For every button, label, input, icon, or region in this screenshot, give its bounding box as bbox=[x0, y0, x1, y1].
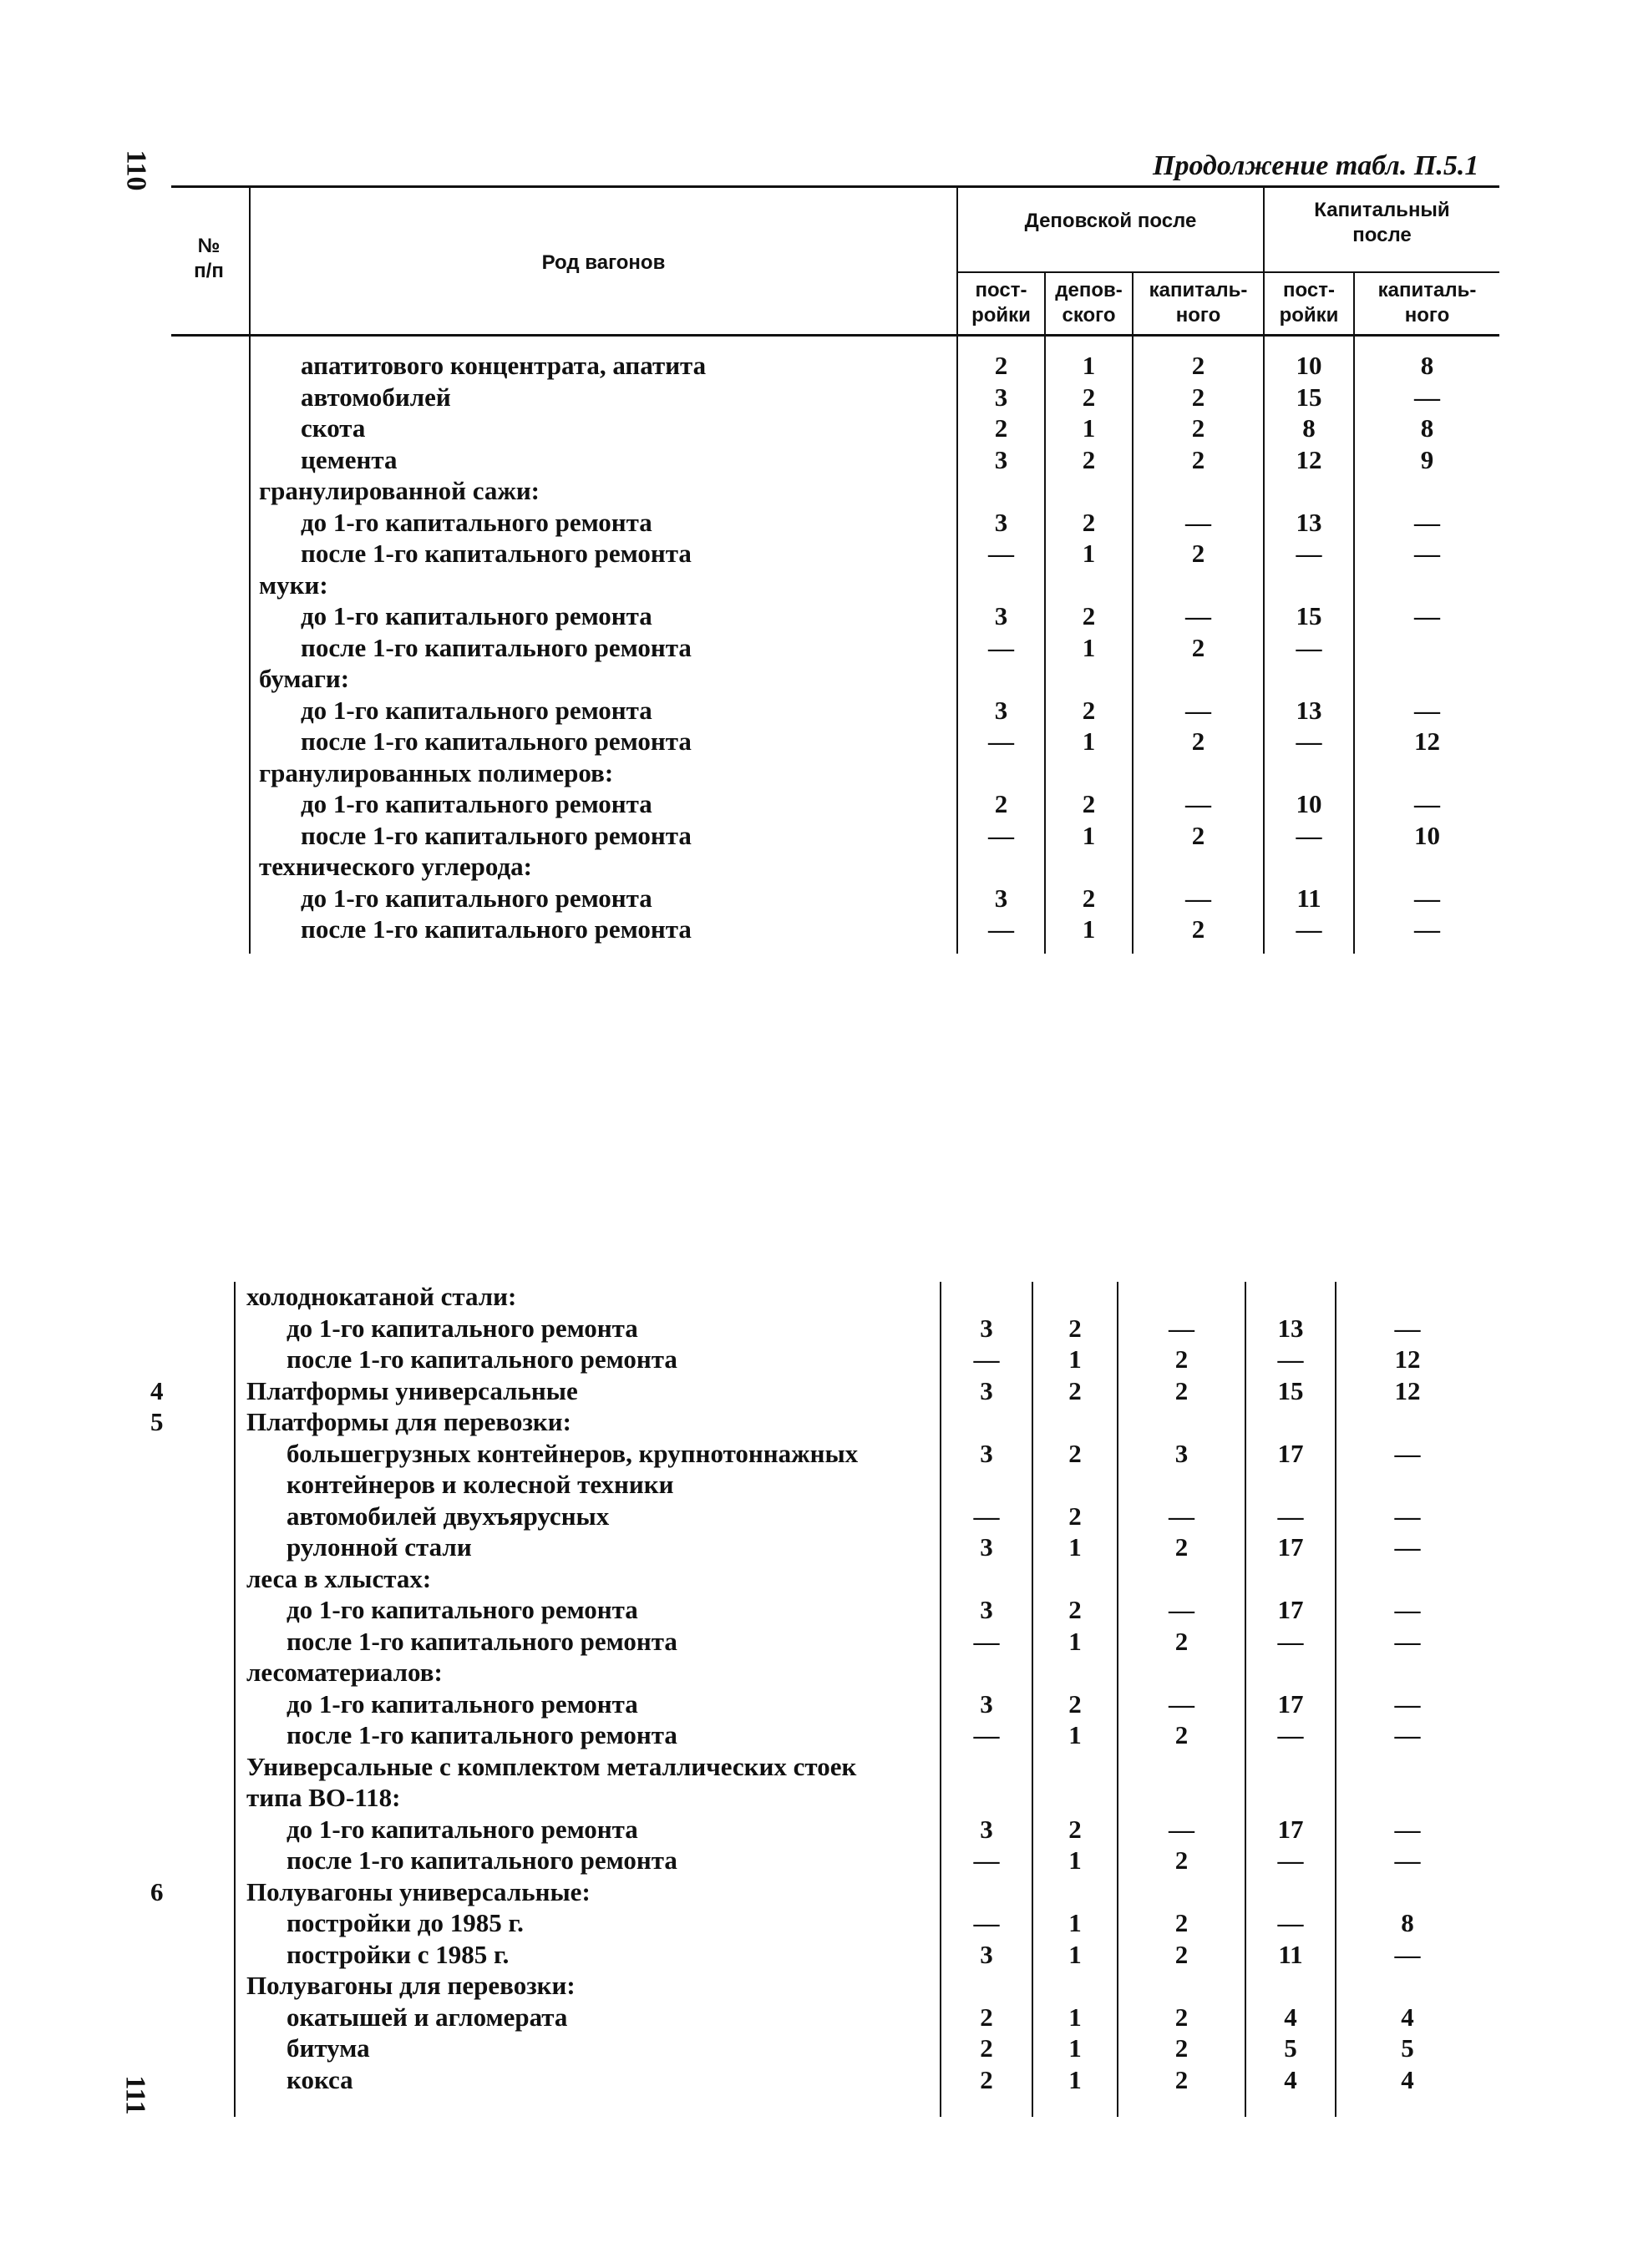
row-name: после 1-го капитального ремонта bbox=[287, 1845, 677, 1875]
cell-value: 2 bbox=[1191, 382, 1205, 412]
cell-value: 12 bbox=[1296, 444, 1322, 474]
cell-value: 3 bbox=[980, 1814, 993, 1844]
cell-value: — bbox=[1185, 883, 1211, 913]
table-row bbox=[0, 1877, 1628, 1908]
cell-value: 2 bbox=[1082, 601, 1096, 630]
cell-value: — bbox=[1414, 507, 1440, 537]
cell-value: 2 bbox=[994, 789, 1008, 818]
table-row bbox=[0, 2065, 1628, 2096]
cell-value: 8 bbox=[1420, 351, 1434, 380]
table-row bbox=[0, 1314, 1628, 1344]
cell-value: 12 bbox=[1394, 1375, 1421, 1405]
cell-value: 15 bbox=[1296, 382, 1322, 412]
cell-value: 2 bbox=[1068, 1501, 1082, 1531]
cell-value: — bbox=[1296, 632, 1322, 662]
row-name: апатитового концентрата, апатита bbox=[301, 351, 707, 380]
cell-value: 8 bbox=[1401, 1908, 1414, 1937]
row-name: кокса bbox=[287, 2064, 353, 2094]
header-num: № п/п bbox=[194, 235, 224, 282]
cell-value: — bbox=[1169, 1313, 1194, 1343]
cell-value: — bbox=[1414, 883, 1440, 913]
cell-value: — bbox=[1394, 1438, 1421, 1468]
table-row bbox=[0, 382, 1628, 413]
table-row bbox=[0, 1344, 1628, 1375]
table-row bbox=[0, 664, 1628, 695]
cell-value: 4 bbox=[1401, 2064, 1414, 2094]
cell-value: 11 bbox=[1278, 1939, 1303, 1969]
cell-value: 12 bbox=[1414, 726, 1440, 756]
cell-value: 2 bbox=[1082, 695, 1096, 725]
cell-value: 2 bbox=[1174, 1375, 1189, 1405]
table-row bbox=[0, 1407, 1628, 1438]
page-number-top: 110 bbox=[120, 149, 152, 191]
row-name: до 1-го капитального ремонта bbox=[287, 1814, 638, 1844]
cell-value: — bbox=[973, 1908, 1000, 1937]
table-caption: Продолжение табл. П.5.1 bbox=[1153, 150, 1479, 181]
cell-value: 11 bbox=[1296, 883, 1321, 913]
cell-value: 1 bbox=[1068, 1532, 1082, 1562]
table-row bbox=[0, 1783, 1628, 1814]
cell-value: — bbox=[1394, 1501, 1421, 1531]
cell-value: 5 bbox=[1284, 2033, 1297, 2063]
cell-value: 2 bbox=[994, 351, 1008, 380]
cell-value: 5 bbox=[1401, 2033, 1414, 2063]
cell-value: — bbox=[973, 1626, 1000, 1656]
row-name: постройки до 1985 г. bbox=[287, 1908, 524, 1937]
cell-value: 3 bbox=[980, 1532, 993, 1562]
cell-value: 2 bbox=[1082, 789, 1096, 818]
cell-value: 2 bbox=[980, 2064, 993, 2094]
cell-value: 3 bbox=[1174, 1438, 1189, 1468]
header-bottom-rule bbox=[171, 334, 1499, 337]
table-row bbox=[0, 914, 1628, 945]
cell-value: — bbox=[988, 539, 1014, 568]
row-name: Полувагоны универсальные: bbox=[246, 1876, 591, 1906]
cell-value: 10 bbox=[1414, 820, 1440, 850]
row-name: после 1-го капитального ремонта bbox=[301, 726, 692, 756]
row-name: битума bbox=[287, 2033, 370, 2063]
cell-value: — bbox=[1414, 601, 1440, 630]
table-row bbox=[0, 1282, 1628, 1313]
cell-value: — bbox=[1296, 820, 1322, 850]
row-name: леса в хлыстах: bbox=[246, 1563, 432, 1593]
table-row bbox=[0, 696, 1628, 726]
cell-value: 2 bbox=[1191, 413, 1205, 443]
cell-value: 3 bbox=[994, 507, 1008, 537]
table-row bbox=[0, 1940, 1628, 1971]
cell-value: — bbox=[1185, 601, 1211, 630]
cell-value: 2 bbox=[1174, 2002, 1189, 2032]
row-name: технического углерода: bbox=[259, 852, 532, 881]
row-name: типа ВО-118: bbox=[246, 1783, 401, 1812]
cell-value: 10 bbox=[1296, 351, 1322, 380]
table-row bbox=[0, 601, 1628, 632]
table-row bbox=[0, 789, 1628, 820]
table-row bbox=[0, 1564, 1628, 1595]
row-name: цемента bbox=[301, 444, 398, 474]
cell-value: 2 bbox=[1068, 1595, 1082, 1624]
row-name: Платформы универсальные bbox=[246, 1375, 578, 1405]
cell-value: 2 bbox=[1191, 914, 1205, 944]
cell-value: 3 bbox=[980, 1595, 993, 1624]
cell-value: 2 bbox=[1191, 726, 1205, 756]
cell-value: 3 bbox=[994, 695, 1008, 725]
header-col-1: пост- ройки bbox=[971, 279, 1031, 327]
row-name: автомобилей двухъярусных bbox=[287, 1501, 610, 1531]
row-name: Полувагоны для перевозки: bbox=[246, 1971, 576, 2000]
cell-value: 2 bbox=[1191, 632, 1205, 662]
cell-value: 2 bbox=[980, 2002, 993, 2032]
row-name: после 1-го капитального ремонта bbox=[287, 1626, 677, 1656]
table-row bbox=[0, 445, 1628, 476]
cell-value: 13 bbox=[1296, 507, 1322, 537]
cell-value: 2 bbox=[1068, 1313, 1082, 1343]
header-mid-rule bbox=[956, 271, 1499, 273]
cell-value: 3 bbox=[994, 444, 1008, 474]
table-row bbox=[0, 1470, 1628, 1501]
table-row bbox=[0, 1595, 1628, 1626]
header-col-4: пост- ройки bbox=[1279, 279, 1339, 327]
table-row bbox=[0, 1439, 1628, 1470]
cell-value: 2 bbox=[1174, 1344, 1189, 1374]
cell-value: — bbox=[1414, 382, 1440, 412]
cell-value: — bbox=[1394, 1626, 1421, 1656]
cell-value: 2 bbox=[1174, 2033, 1189, 2063]
cell-value: — bbox=[973, 1845, 1000, 1875]
cell-value: — bbox=[1394, 1720, 1421, 1749]
cell-value: 2 bbox=[1191, 820, 1205, 850]
header-type: Род вагонов bbox=[541, 251, 666, 274]
table-row bbox=[0, 1908, 1628, 1939]
cell-value: 3 bbox=[980, 1375, 993, 1405]
cell-value: — bbox=[1169, 1814, 1194, 1844]
row-name: до 1-го капитального ремонта bbox=[287, 1313, 638, 1343]
cell-value: — bbox=[988, 726, 1014, 756]
table-row bbox=[0, 726, 1628, 757]
table-row bbox=[0, 2033, 1628, 2064]
cell-value: 2 bbox=[1082, 507, 1096, 537]
cell-value: 3 bbox=[980, 1939, 993, 1969]
cell-value: 15 bbox=[1296, 601, 1322, 630]
cell-value: 1 bbox=[1068, 2002, 1082, 2032]
table-row bbox=[0, 1845, 1628, 1876]
cell-value: 10 bbox=[1296, 789, 1322, 818]
cell-value: 3 bbox=[980, 1688, 993, 1719]
cell-value: 2 bbox=[1191, 444, 1205, 474]
header-col-3: капиталь- ного bbox=[1149, 279, 1248, 327]
cell-value: — bbox=[988, 632, 1014, 662]
cell-value: 2 bbox=[1082, 382, 1096, 412]
cell-value: — bbox=[1414, 695, 1440, 725]
cell-value: 1 bbox=[1082, 539, 1096, 568]
cell-value: 1 bbox=[1068, 1626, 1082, 1656]
cell-value: 1 bbox=[1082, 820, 1096, 850]
cell-value: 1 bbox=[1068, 2064, 1082, 2094]
row-name: до 1-го капитального ремонта bbox=[301, 507, 652, 537]
cell-value: — bbox=[973, 1344, 1000, 1374]
cell-value: 2 bbox=[1082, 883, 1096, 913]
row-name: гранулированных полимеров: bbox=[259, 757, 614, 787]
cell-value: 4 bbox=[1401, 2002, 1414, 2032]
cell-value: 2 bbox=[1082, 444, 1096, 474]
cell-value: 2 bbox=[1068, 1814, 1082, 1844]
row-number: 5 bbox=[150, 1407, 164, 1436]
row-name: холоднокатаной стали: bbox=[246, 1282, 517, 1311]
cell-value: 1 bbox=[1082, 413, 1096, 443]
cell-value: 2 bbox=[1068, 1375, 1082, 1405]
cell-value: 2 bbox=[1191, 351, 1205, 380]
row-name: муки: bbox=[259, 570, 328, 600]
cell-value: — bbox=[1296, 914, 1322, 944]
cell-value: 4 bbox=[1284, 2002, 1297, 2032]
cell-value: — bbox=[1394, 1313, 1421, 1343]
row-name: рулонной стали bbox=[287, 1532, 472, 1562]
row-name: до 1-го капитального ремонта bbox=[301, 789, 652, 818]
table-row bbox=[0, 883, 1628, 914]
cell-value: 2 bbox=[1174, 1720, 1189, 1749]
table-row bbox=[0, 852, 1628, 883]
row-name: скота bbox=[301, 413, 366, 443]
cell-value: — bbox=[1185, 507, 1211, 537]
header-group-depot: Деповской после bbox=[1024, 210, 1197, 232]
table-row bbox=[0, 1376, 1628, 1407]
cell-value: 2 bbox=[1068, 1688, 1082, 1719]
row-name: после 1-го капитального ремонта bbox=[287, 1720, 677, 1749]
row-name: до 1-го капитального ремонта bbox=[287, 1595, 638, 1624]
table-row bbox=[0, 413, 1628, 444]
cell-value: — bbox=[1394, 1845, 1421, 1875]
cell-value: 2 bbox=[1191, 539, 1205, 568]
cell-value: 3 bbox=[994, 601, 1008, 630]
cell-value: 2 bbox=[1174, 2064, 1189, 2094]
cell-value: 1 bbox=[1068, 1720, 1082, 1749]
table-row bbox=[0, 1658, 1628, 1688]
cell-value: 17 bbox=[1277, 1595, 1304, 1624]
cell-value: 1 bbox=[1068, 1845, 1082, 1875]
cell-value: 1 bbox=[1068, 1939, 1082, 1969]
table-row bbox=[0, 1720, 1628, 1751]
cell-value: 8 bbox=[1420, 413, 1434, 443]
cell-value: 2 bbox=[1174, 1532, 1189, 1562]
cell-value: 17 bbox=[1277, 1532, 1304, 1562]
cell-value: — bbox=[988, 914, 1014, 944]
cell-value: 3 bbox=[980, 1438, 993, 1468]
cell-value: — bbox=[1296, 726, 1322, 756]
cell-value: — bbox=[1277, 1845, 1304, 1875]
cell-value: 1 bbox=[1082, 351, 1096, 380]
cell-value: — bbox=[973, 1501, 1000, 1531]
cell-value: — bbox=[1185, 789, 1211, 818]
cell-value: — bbox=[1277, 1908, 1304, 1937]
header-top-rule bbox=[171, 185, 1499, 188]
cell-value: — bbox=[1277, 1720, 1304, 1749]
cell-value: 3 bbox=[994, 883, 1008, 913]
cell-value: — bbox=[1169, 1688, 1194, 1719]
table-row bbox=[0, 570, 1628, 601]
cell-value: — bbox=[1414, 539, 1440, 568]
table-row bbox=[0, 1815, 1628, 1845]
cell-value: — bbox=[1414, 914, 1440, 944]
row-name: автомобилей bbox=[301, 382, 451, 412]
table-row bbox=[0, 2002, 1628, 2033]
cell-value: 1 bbox=[1068, 1908, 1082, 1937]
cell-value: 3 bbox=[994, 382, 1008, 412]
cell-value: — bbox=[1394, 1688, 1421, 1719]
table-row bbox=[0, 476, 1628, 507]
cell-value: — bbox=[1169, 1501, 1194, 1531]
cell-value: — bbox=[1277, 1344, 1304, 1374]
table-row bbox=[0, 539, 1628, 570]
row-name: Платформы для перевозки: bbox=[246, 1407, 571, 1436]
cell-value: 12 bbox=[1394, 1344, 1421, 1374]
cell-value: 8 bbox=[1302, 413, 1316, 443]
table-row bbox=[0, 1627, 1628, 1658]
cell-value: 2 bbox=[994, 413, 1008, 443]
row-name: до 1-го капитального ремонта bbox=[301, 601, 652, 630]
row-name: до 1-го капитального ремонта bbox=[287, 1688, 638, 1719]
cell-value: 4 bbox=[1284, 2064, 1297, 2094]
cell-value: 2 bbox=[1174, 1845, 1189, 1875]
row-number: 4 bbox=[150, 1375, 164, 1405]
cell-value: 13 bbox=[1277, 1313, 1304, 1343]
page-number-bottom: 111 bbox=[119, 2075, 151, 2115]
cell-value: 2 bbox=[1174, 1939, 1189, 1969]
cell-value: — bbox=[1394, 1939, 1421, 1969]
cell-value: 2 bbox=[1068, 1438, 1082, 1468]
table-row bbox=[0, 1532, 1628, 1563]
cell-value: — bbox=[1277, 1501, 1304, 1531]
cell-value: — bbox=[1277, 1626, 1304, 1656]
cell-value: 15 bbox=[1277, 1375, 1304, 1405]
row-name: Универсальные с комплектом металлических стоек bbox=[246, 1751, 857, 1781]
row-name: лесоматериалов: bbox=[246, 1658, 443, 1687]
header-col-2: депов- ского bbox=[1055, 279, 1123, 327]
cell-value: 2 bbox=[980, 2033, 993, 2063]
cell-value: 1 bbox=[1082, 914, 1096, 944]
cell-value: — bbox=[1169, 1595, 1194, 1624]
row-name: постройки с 1985 г. bbox=[287, 1939, 510, 1969]
table-row bbox=[0, 351, 1628, 382]
cell-value: — bbox=[988, 820, 1014, 850]
table-row bbox=[0, 508, 1628, 539]
table-row bbox=[0, 821, 1628, 852]
cell-value: 2 bbox=[1174, 1908, 1189, 1937]
row-name: после 1-го капитального ремонта bbox=[301, 914, 692, 944]
cell-value: 17 bbox=[1277, 1814, 1304, 1844]
header-group-capital: Капитальный после bbox=[1314, 199, 1450, 246]
cell-value: 1 bbox=[1082, 632, 1096, 662]
table-row bbox=[0, 1501, 1628, 1532]
row-name: контейнеров и колесной техники bbox=[287, 1470, 674, 1499]
cell-value: — bbox=[1296, 539, 1322, 568]
cell-value: — bbox=[1185, 695, 1211, 725]
cell-value: 1 bbox=[1068, 2033, 1082, 2063]
row-name: бумаги: bbox=[259, 664, 350, 693]
row-name: после 1-го капитального ремонта bbox=[301, 632, 692, 662]
cell-value: 13 bbox=[1296, 695, 1322, 725]
table-row bbox=[0, 1752, 1628, 1783]
table-row bbox=[0, 1689, 1628, 1720]
row-name: после 1-го капитального ремонта bbox=[301, 539, 692, 568]
row-name: после 1-го капитального ремонта bbox=[301, 820, 692, 850]
cell-value: — bbox=[973, 1720, 1000, 1749]
cell-value: — bbox=[1394, 1814, 1421, 1844]
row-name: окатышей и агломерата bbox=[287, 2002, 568, 2032]
cell-value: 9 bbox=[1420, 444, 1434, 474]
cell-value: — bbox=[1394, 1532, 1421, 1562]
row-name: до 1-го капитального ремонта bbox=[301, 695, 652, 725]
row-name: большегрузных контейнеров, крупнотоннажных bbox=[287, 1438, 859, 1468]
cell-value: 17 bbox=[1277, 1688, 1304, 1719]
cell-value: 17 bbox=[1277, 1438, 1304, 1468]
cell-value: 2 bbox=[1174, 1626, 1189, 1656]
table-row bbox=[0, 633, 1628, 664]
row-name: после 1-го капитального ремонта bbox=[287, 1344, 677, 1374]
table-row bbox=[0, 758, 1628, 789]
cell-value: — bbox=[1414, 789, 1440, 818]
cell-value: 1 bbox=[1082, 726, 1096, 756]
cell-value: — bbox=[1394, 1595, 1421, 1624]
table-row bbox=[0, 1971, 1628, 2002]
header-col-5: капиталь- ного bbox=[1377, 279, 1477, 327]
row-name: гранулированной сажи: bbox=[259, 476, 540, 505]
cell-value: 3 bbox=[980, 1313, 993, 1343]
row-number: 6 bbox=[150, 1876, 164, 1906]
cell-value: 1 bbox=[1068, 1344, 1082, 1374]
row-name: до 1-го капитального ремонта bbox=[301, 883, 652, 913]
